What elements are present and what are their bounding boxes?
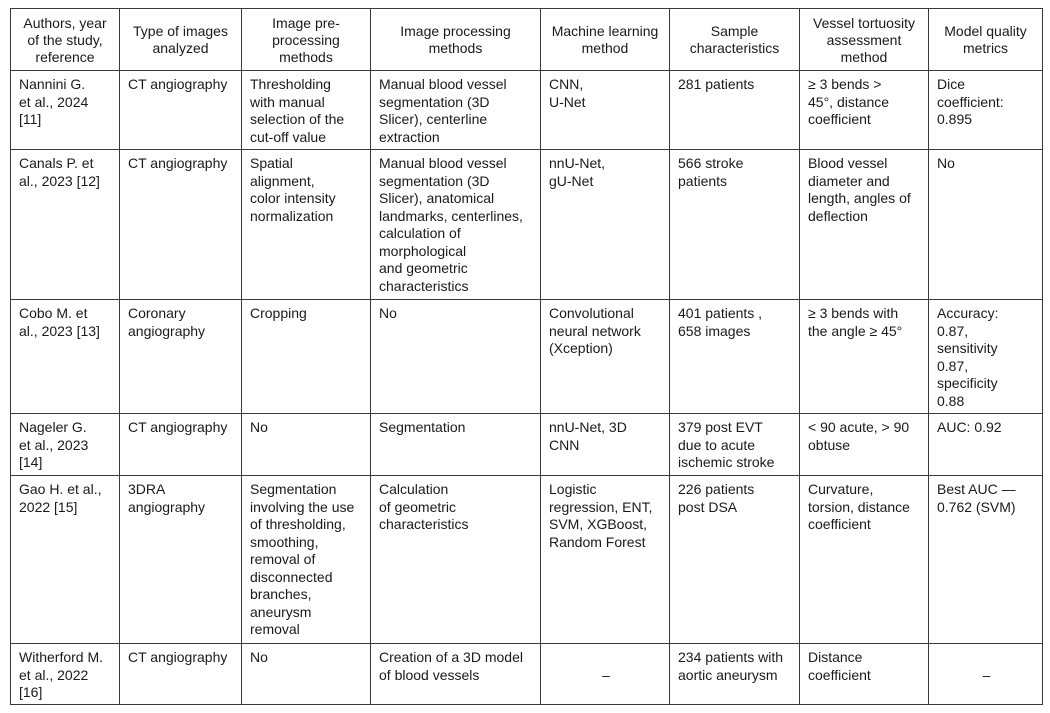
cell-sample: 281 patients [670,71,800,150]
cell-sample: 401 patients , 658 images [670,300,800,414]
cell-sample: 226 patients post DSA [670,476,800,644]
table-header [11,9,1043,71]
cell-preprocessing: No [242,644,371,705]
cell-processing: Segmentation [371,414,541,476]
cell-sample: 566 stroke patients [670,150,800,300]
cell-authors: Gao H. et al., 2022 [15] [11,476,120,644]
cell-metrics: – [929,644,1043,705]
cell-authors: Canals P. et al., 2023 [12] [11,150,120,300]
table-row [11,414,1043,476]
cell-authors: Witherford M. et al., 2022 [16] [11,644,120,705]
cell-processing: Manual blood vessel segmentation (3D Slicer), centerline extraction [371,71,541,150]
header-authors: Authors, year of the study, reference [11,9,120,71]
cell-tortuosity: ≥ 3 bends > 45°, distance coefficient [800,71,929,150]
header-processing: Image processing methods [371,9,541,71]
cell-ml-method: Logistic regression, ENT, SVM, XGBoost, Random Forest [541,476,670,644]
header-ml-method: Machine learning method [541,9,670,71]
cell-authors: Nageler G. et al., 2023 [14] [11,414,120,476]
cell-preprocessing: Cropping [242,300,371,414]
header-tortuosity: Vessel tortuosity assessment method [800,9,929,71]
cell-ml-method: Convolutional neural network (Xception) [541,300,670,414]
table-row [11,476,1043,644]
cell-sample: 234 patients with aortic aneurysm [670,644,800,705]
cell-preprocessing: Thresholding with manual selection of the cut-off value [242,71,371,150]
cell-processing: Manual blood vessel segmentation (3D Slicer), anatomical landmarks, centerlines, calculation of morphological and geometric characteristics [371,150,541,300]
cell-preprocessing: No [242,414,371,476]
cell-ml-method: nnU-Net, gU-Net [541,150,670,300]
cell-processing: Creation of a 3D model of blood vessels [371,644,541,705]
cell-authors: Nannini G. et al., 2024 [11] [11,71,120,150]
cell-sample: 379 post EVT due to acute ischemic stroke [670,414,800,476]
table-row [11,71,1043,150]
header-sample: Sample characteristics [670,9,800,71]
cell-processing: Calculation of geometric characteristics [371,476,541,644]
cell-ml-method: CNN, U-Net [541,71,670,150]
cell-authors: Cobo M. et al., 2023 [13] [11,300,120,414]
cell-ml-method: – [541,644,670,705]
table-row [11,150,1043,300]
table-row [11,300,1043,414]
studies-table [10,8,1043,705]
cell-metrics: No [929,150,1043,300]
header-image-type: Type of images analyzed [120,9,242,71]
cell-ml-method: nnU-Net, 3D CNN [541,414,670,476]
cell-metrics: Best AUC — 0.762 (SVM) [929,476,1043,644]
cell-tortuosity: Distance coefficient [800,644,929,705]
cell-processing: No [371,300,541,414]
cell-metrics: Dice coefficient: 0.895 [929,71,1043,150]
cell-preprocessing: Spatial alignment, color intensity normalization [242,150,371,300]
cell-metrics: Accuracy: 0.87, sensitivity 0.87, specificity 0.88 [929,300,1043,414]
cell-metrics: AUC: 0.92 [929,414,1043,476]
cell-tortuosity: Blood vessel diameter and length, angles of deflection [800,150,929,300]
cell-image-type: CT angiography [120,150,242,300]
header-metrics: Model quality metrics [929,9,1043,71]
cell-tortuosity: Curvature, torsion, distance coefficient [800,476,929,644]
cell-image-type: 3DRA angiography [120,476,242,644]
header-row [11,9,1043,71]
cell-image-type: CT angiography [120,414,242,476]
cell-preprocessing: Segmentation involving the use of thresholding, smoothing, removal of disconnected branches, aneurysm removal [242,476,371,644]
table-row [11,644,1043,705]
cell-image-type: CT angiography [120,644,242,705]
cell-tortuosity: ≥ 3 bends with the angle ≥ 45° [800,300,929,414]
cell-tortuosity: < 90 acute, > 90 obtuse [800,414,929,476]
header-preprocessing: Image pre- processing methods [242,9,371,71]
cell-image-type: Coronary angiography [120,300,242,414]
cell-image-type: CT angiography [120,71,242,150]
table-body [11,71,1043,705]
